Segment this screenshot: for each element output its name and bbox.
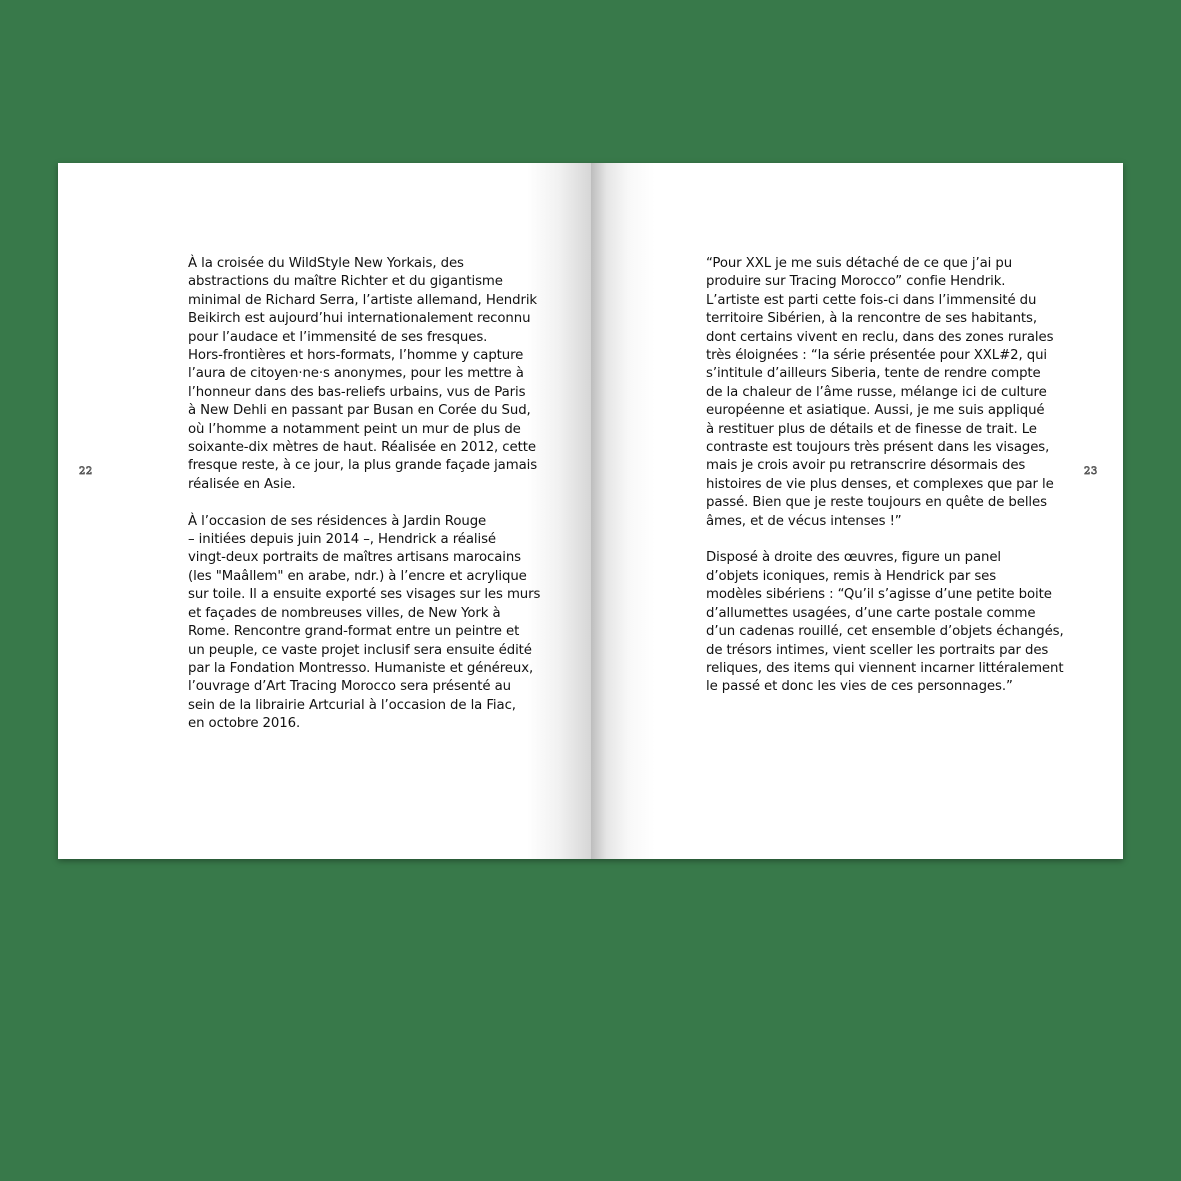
book-spread (58, 163, 1123, 859)
page-number-right: 23 (1084, 466, 1098, 477)
right-page (591, 163, 1123, 859)
right-paragraph-2: Disposé à droite des œuvres, figure un panel d’objets iconiques, remis à Hendrick par ses modèles sibériens : “Qu’il s’agisse d’une petite boite d’allumettes usagées, d’une carte postale comme d’un cadenas rouillé, cet ensemble d’objets échangés, de trésors intimes, vient sceller les portraits par des reliques, des items qui viennent incarner littéralement le passé et donc les vies de ces personnages.” (706, 550, 1064, 695)
right-paragraph-1: “Pour XXL je me suis détaché de ce que j’ai pu produire sur Tracing Morocco” confie Hendrik. L’artiste est parti cette fois-ci dans l’immensité du territoire Sibérien, à la rencontre de ses habitants, dont certains vivent en reclu, dans des zones rurales très éloignées : “la série présentée pour XXL#2, qui s’intitule d’ailleurs Siberia, tente de rendre compte de la chaleur de l’âme russe, mélange ici de culture européenne et asiatique. Aussi, je me suis appliqué à restituer plus de détails et de finesse de trait. Le contraste est toujours très présent dans les visages, mais je crois avoir pu retranscrire désormais des histoires de vie plus denses, et complexes que par le passé. Bien que je reste toujours en quête de belles âmes, et de vécus intenses !” (706, 256, 1054, 529)
right-page-text (706, 255, 1076, 697)
left-page-text (188, 255, 558, 734)
left-paragraph-1: À la croisée du WildStyle New Yorkais, des abstractions du maître Richter et du gigantisme minimal de Richard Serra, l’artiste allemand, Hendrik Beikirch est aujourd’hui internationalement reconnu pour l’audace et l’immensité de ses fresques. Hors-frontières et hors-formats, l’homme y capture l’aura de citoyen·ne·s anonymes, pour les mettre à l’honneur dans des bas-reliefs urbains, vus de Paris à New Dehli en passant par Busan en Corée du Sud, où l’homme a notamment peint un mur de plus de soixante-dix mètres de haut. Réalisée en 2012, cette fresque reste, à ce jour, la plus grande façade jamais réalisée en Asie. (188, 256, 538, 492)
page-number-left: 22 (79, 466, 93, 477)
left-page (58, 163, 591, 859)
left-paragraph-2: À l’occasion de ses résidences à Jardin Rouge – initiées depuis juin 2014 –, Hendrick a réalisé vingt-deux portraits de maîtres artisans marocains (les "Maâllem" en arabe, ndr.) à l’encre et acrylique sur toile. Il a ensuite exporté ses visages sur les murs et façades de nombreuses villes, de New York à Rome. Rencontre grand-format entre un peintre et un peuple, ce vaste projet inclusif sera ensuite édité par la Fondation Montresso. Humaniste et généreux, l’ouvrage d’Art Tracing Morocco sera présenté au sein de la librairie Artcurial à l’occasion de la Fiac, en octobre 2016. (188, 513, 541, 732)
